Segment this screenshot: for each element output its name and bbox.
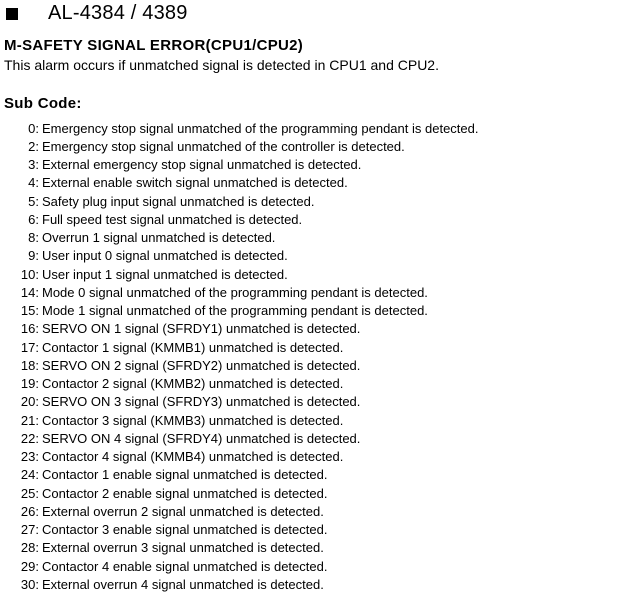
subcode-description: Mode 0 signal unmatched of the programming pendant is detected. [42, 284, 428, 300]
alarm-title: M-SAFETY SIGNAL ERROR(CPU1/CPU2) [4, 37, 304, 54]
subcode-item [0, 137, 478, 155]
subcode-list [0, 119, 478, 594]
subcode-number: 8: [28, 230, 39, 246]
subcode-description: Safety plug input signal unmatched is detected. [42, 193, 315, 209]
subcode-description: SERVO ON 1 signal (SFRDY1) unmatched is detected. [42, 321, 361, 337]
subcode-item [0, 557, 478, 575]
subcode-description: External enable switch signal unmatched is detected. [42, 175, 348, 191]
subcode-description: Full speed test signal unmatched is detected. [42, 211, 303, 227]
subcode-item [0, 302, 478, 320]
alarm-header [6, 2, 188, 24]
subcode-number: 0: [28, 120, 39, 136]
subcode-description: SERVO ON 2 signal (SFRDY2) unmatched is detected. [42, 357, 361, 373]
subcode-item [0, 466, 478, 484]
subcode-description: Contactor 2 enable signal unmatched is detected. [42, 485, 328, 501]
subcode-item [0, 156, 478, 174]
subcode-description: Emergency stop signal unmatched of the programming pendant is detected. [42, 120, 479, 136]
subcode-item [0, 356, 478, 374]
subcode-item [0, 411, 478, 429]
subcode-item [0, 192, 478, 210]
subcode-number: 20: [20, 394, 39, 410]
subcode-description: Contactor 1 signal (KMMB1) unmatched is detected. [42, 339, 344, 355]
subcode-number: 3: [28, 157, 39, 173]
subcode-number: 2: [28, 138, 39, 154]
subcode-item [0, 119, 478, 137]
subcode-number: 19: [20, 376, 39, 392]
subcode-item [0, 210, 478, 228]
subcode-description: Emergency stop signal unmatched of the controller is detected. [42, 138, 405, 154]
subcode-number: 30: [20, 576, 39, 592]
subcode-item [0, 247, 478, 265]
subcode-item [0, 320, 478, 338]
subcode-item [0, 229, 478, 247]
subcode-number: 9: [28, 248, 39, 264]
alarm-description: This alarm occurs if unmatched signal is detected in CPU1 and CPU2. [4, 57, 439, 73]
alarm-code: AL-4384 / 4389 [48, 2, 188, 24]
subcode-description: Contactor 4 enable signal unmatched is detected. [42, 558, 328, 574]
subcode-number: 15: [20, 303, 39, 319]
subcode-number: 27: [20, 522, 39, 538]
subcode-item [0, 521, 478, 539]
subcode-description: Contactor 1 enable signal unmatched is detected. [42, 467, 328, 483]
subcode-number: 24: [20, 467, 39, 483]
subcode-description: SERVO ON 3 signal (SFRDY3) unmatched is detected. [42, 394, 361, 410]
subcode-description: User input 1 signal unmatched is detected. [42, 266, 288, 282]
subcode-item [0, 393, 478, 411]
subcode-item [0, 575, 478, 593]
subcode-number: 14: [20, 284, 39, 300]
subcode-number: 5: [28, 193, 39, 209]
subcode-description: Contactor 2 signal (KMMB2) unmatched is detected. [42, 376, 344, 392]
subcode-description: External overrun 3 signal unmatched is detected. [42, 540, 324, 556]
subcode-description: User input 0 signal unmatched is detected. [42, 248, 288, 264]
subcode-item [0, 448, 478, 466]
subcode-item [0, 265, 478, 283]
subcode-number: 28: [20, 540, 39, 556]
subcode-item [0, 338, 478, 356]
subcode-number: 26: [20, 503, 39, 519]
subcode-item [0, 429, 478, 447]
subcode-description: Mode 1 signal unmatched of the programming pendant is detected. [42, 303, 428, 319]
subcode-number: 10: [20, 266, 39, 282]
subcode-heading: Sub Code: [4, 95, 82, 112]
subcode-description: External overrun 2 signal unmatched is detected. [42, 503, 324, 519]
subcode-number: 23: [20, 449, 39, 465]
square-bullet-icon [6, 8, 18, 20]
subcode-description: Contactor 3 signal (KMMB3) unmatched is detected. [42, 412, 344, 428]
subcode-number: 29: [20, 558, 39, 574]
subcode-item [0, 174, 478, 192]
subcode-description: Contactor 4 signal (KMMB4) unmatched is detected. [42, 449, 344, 465]
subcode-number: 17: [20, 339, 39, 355]
subcode-number: 21: [20, 412, 39, 428]
subcode-item [0, 283, 478, 301]
subcode-number: 18: [20, 357, 39, 373]
subcode-item [0, 375, 478, 393]
subcode-description: Overrun 1 signal unmatched is detected. [42, 230, 276, 246]
subcode-description: External emergency stop signal unmatched is detected. [42, 157, 362, 173]
subcode-number: 25: [20, 485, 39, 501]
subcode-number: 16: [20, 321, 39, 337]
subcode-description: Contactor 3 enable signal unmatched is detected. [42, 522, 328, 538]
subcode-item [0, 539, 478, 557]
subcode-number: 6: [28, 211, 39, 227]
subcode-number: 22: [20, 430, 39, 446]
subcode-item [0, 484, 478, 502]
subcode-number: 4: [28, 175, 39, 191]
subcode-description: SERVO ON 4 signal (SFRDY4) unmatched is detected. [42, 430, 361, 446]
subcode-description: External overrun 4 signal unmatched is detected. [42, 576, 324, 592]
subcode-item [0, 502, 478, 520]
